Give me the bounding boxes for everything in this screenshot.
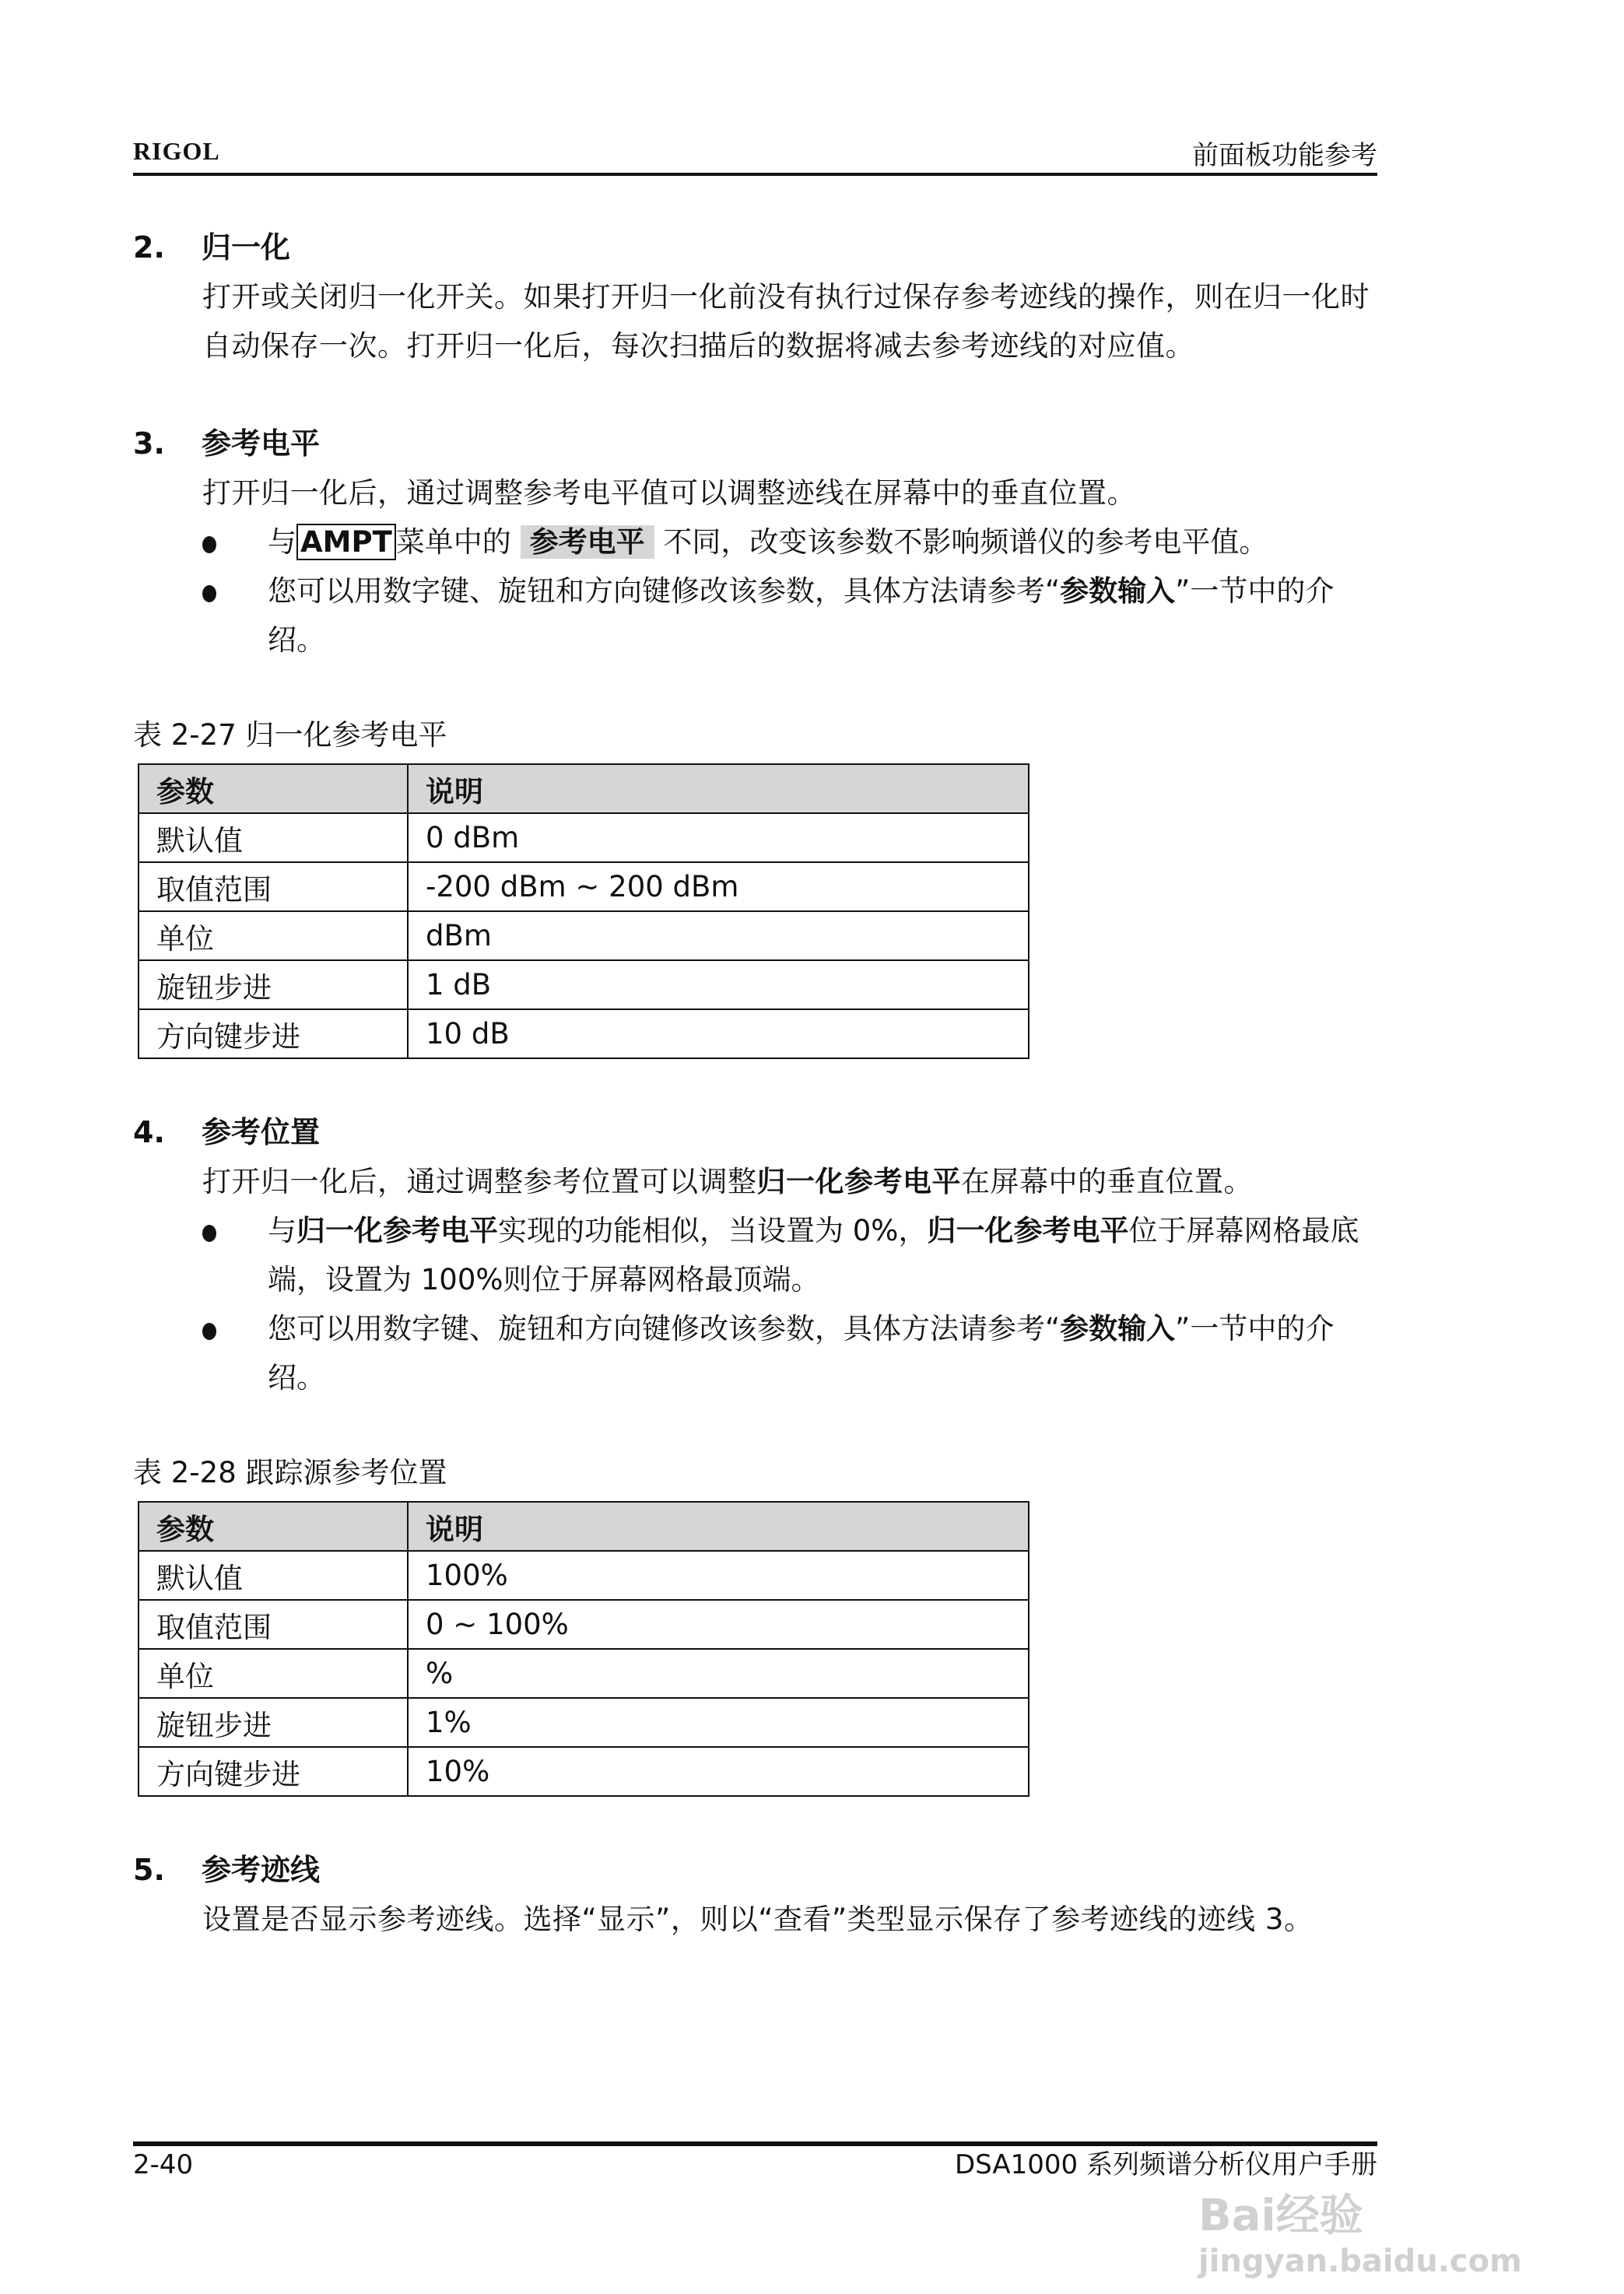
manual-title: DSA1000 系列频谱分析仪用户手册 (955, 2149, 1377, 2180)
table-row (139, 911, 1029, 960)
bullet-icon (202, 536, 216, 553)
table-row (139, 1747, 1029, 1796)
cell: 单位 (139, 1649, 408, 1698)
cell: 旋钮步进 (139, 960, 408, 1009)
section-2-heading (133, 230, 1377, 265)
section-title: 参考电平 (202, 426, 321, 461)
cell: -200 dBm ~ 200 dBm (408, 862, 1029, 911)
header-cell: 参数 (139, 764, 408, 813)
text-bold: 归一化参考电平 (756, 1165, 961, 1198)
table-row (139, 1698, 1029, 1747)
table-row (139, 1551, 1029, 1600)
cell: 取值范围 (139, 1600, 408, 1649)
header-cell: 说明 (408, 764, 1029, 813)
section-2-paragraph: 打开或关闭归一化开关。如果打开归一化前没有执行过保存参考迹线的操作，则在归一化时自动保存一次。打开归一化后，每次扫描后的数据将减去参考迹线的对应值。 (202, 280, 1370, 363)
page-body (133, 230, 1377, 1944)
section-5-heading (133, 1853, 1377, 1887)
cell: 10 dB (408, 1009, 1029, 1058)
page-number: 2-40 (133, 2149, 194, 2180)
text: 与 (268, 1214, 296, 1247)
section-title: 归一化 (202, 230, 291, 265)
text: 在屏幕中的垂直位置。 (961, 1165, 1253, 1198)
cell: 100% (408, 1551, 1029, 1600)
footer-rule (133, 2141, 1377, 2146)
section-4-paragraph (202, 1157, 1377, 1206)
table-row (139, 813, 1029, 862)
section-3-heading (133, 426, 1377, 461)
cell: % (408, 1649, 1029, 1698)
text: 菜单中的 (395, 525, 511, 559)
cross-reference: 参数输入 (1060, 1312, 1176, 1345)
section-number: 3. (133, 426, 165, 461)
text: 实现的功能相似，当设置为 0%， (498, 1214, 928, 1247)
bullet-icon (202, 585, 216, 602)
bullet-item (202, 566, 1377, 665)
brand-logo: RIGOL (133, 137, 220, 165)
cell: 0 ~ 100% (408, 1600, 1029, 1649)
table-caption: 表 2-27 归一化参考电平 (133, 718, 447, 752)
text: ”一节中的介绍。 (268, 574, 1335, 657)
cell: 默认值 (139, 813, 408, 862)
section-3-paragraph: 打开归一化后，通过调整参考电平值可以调整迹线在屏幕中的垂直位置。 (202, 476, 1136, 510)
section-4-heading (133, 1115, 1377, 1149)
text-bold: 归一化参考电平 (296, 1214, 498, 1247)
cell: 取值范围 (139, 862, 408, 911)
header-cell: 参数 (139, 1502, 408, 1551)
text-bold: 归一化参考电平 (927, 1214, 1129, 1247)
table-normalize-ref-level (138, 763, 1029, 1059)
text: 与 (268, 525, 296, 559)
table-row (139, 1600, 1029, 1649)
cell: 0 dBm (408, 813, 1029, 862)
table-tracking-ref-position (138, 1501, 1029, 1797)
section-number: 5. (133, 1853, 165, 1887)
section-5-paragraph: 设置是否显示参考迹线。选择“显示”，则以“查看”类型显示保存了参考迹线的迹线 3。 (202, 1903, 1314, 1936)
ampt-key-label: AMPT (296, 524, 396, 560)
cell: 单位 (139, 911, 408, 960)
cell: 10% (408, 1747, 1029, 1796)
section-number: 2. (133, 230, 165, 265)
section-title: 参考位置 (202, 1115, 321, 1149)
softkey-label: 参考电平 (521, 525, 654, 559)
cell: 1% (408, 1698, 1029, 1747)
header-cell: 说明 (408, 1502, 1029, 1551)
cell: 方向键步进 (139, 1747, 408, 1796)
watermark-logo: Bai经验 (1198, 2191, 1363, 2241)
table-row (139, 862, 1029, 911)
text: ”一节中的介绍。 (268, 1312, 1335, 1394)
bullet-icon (202, 1323, 216, 1340)
section-number: 4. (133, 1115, 165, 1149)
cell: dBm (408, 911, 1029, 960)
header-section-title: 前面板功能参考 (1192, 140, 1377, 171)
watermark-url: jingyan.baidu.com (1198, 2243, 1522, 2279)
bullet-item (202, 517, 1377, 566)
text: 不同，改变该参数不影响频谱仪的参考电平值。 (663, 525, 1268, 559)
table-row (139, 1649, 1029, 1698)
table-row (139, 960, 1029, 1009)
bullet-item (202, 1206, 1377, 1304)
text: 您可以用数字键、旋钮和方向键修改该参数，具体方法请参考“ (268, 1312, 1061, 1345)
text: 位于屏幕网格最底端，设置为 100%则位于屏幕网格最顶端。 (268, 1214, 1359, 1296)
bullet-icon (202, 1225, 216, 1242)
table-row (139, 1009, 1029, 1058)
baidu-watermark (1198, 2191, 1522, 2281)
text: 打开归一化后，通过调整参考位置可以调整 (202, 1165, 757, 1198)
cell: 默认值 (139, 1551, 408, 1600)
bullet-item (202, 1304, 1377, 1402)
table-caption: 表 2-28 跟踪源参考位置 (133, 1456, 447, 1489)
cell: 旋钮步进 (139, 1698, 408, 1747)
cross-reference: 参数输入 (1060, 574, 1176, 608)
cell: 1 dB (408, 960, 1029, 1009)
text: 您可以用数字键、旋钮和方向键修改该参数，具体方法请参考“ (268, 574, 1061, 608)
table-header-row (139, 764, 1029, 813)
cell: 方向键步进 (139, 1009, 408, 1058)
table-header-row (139, 1502, 1029, 1551)
header-rule (133, 173, 1377, 176)
section-title: 参考迹线 (202, 1853, 321, 1887)
